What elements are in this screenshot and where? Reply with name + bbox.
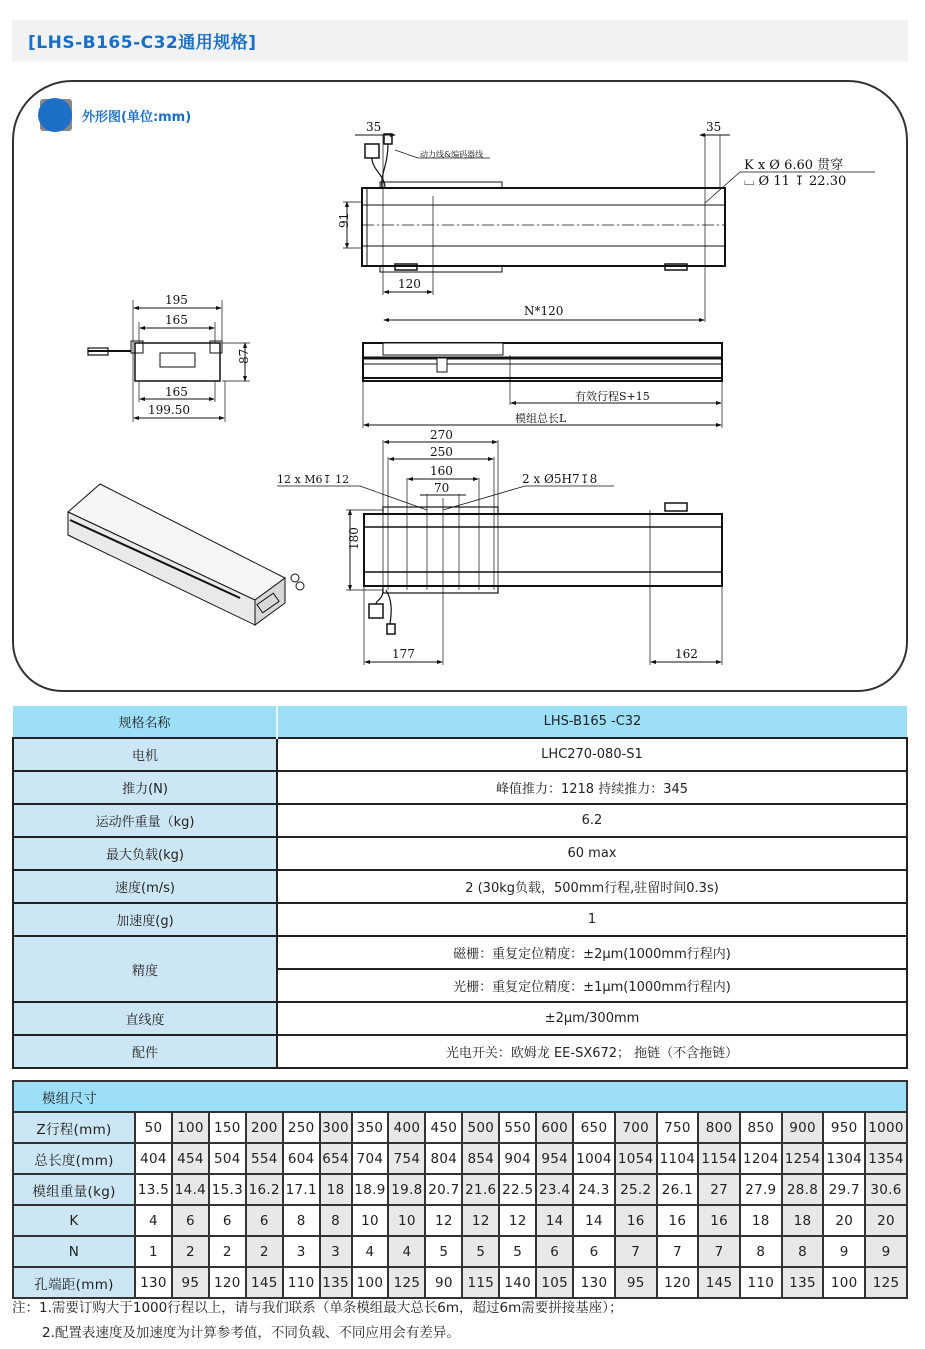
dimension-cell: 554: [246, 1143, 283, 1174]
spec-value: ±2μm/300mm: [277, 1002, 907, 1035]
dimension-cell: 2: [209, 1236, 246, 1267]
dimension-cell: 650: [573, 1112, 615, 1143]
spec-table: [12, 706, 908, 1069]
dimension-cell: 5: [425, 1236, 462, 1267]
dimension-cell: 350: [352, 1112, 389, 1143]
dimension-cell: 145: [246, 1267, 283, 1298]
spec-header-row: [13, 706, 907, 738]
dimension-cell: 1004: [573, 1143, 615, 1174]
dimension-row: [13, 1112, 907, 1143]
dimension-cell: 8: [782, 1236, 824, 1267]
dimension-cell: 7: [615, 1236, 657, 1267]
effective-stroke-label: 有效行程S+15: [575, 390, 650, 403]
dimension-cell: 20.7: [425, 1174, 462, 1205]
spec-label: 运动件重量（kg): [13, 804, 277, 837]
dimension-cell: 1104: [657, 1143, 699, 1174]
dimension-cell: 26.1: [657, 1174, 699, 1205]
dimension-cell: 135: [782, 1267, 824, 1298]
dimension-cell: 10: [388, 1205, 425, 1236]
dimension-cell: 5: [462, 1236, 499, 1267]
dimension-cell: 19.8: [388, 1174, 425, 1205]
spec-label: 精度: [13, 936, 277, 1002]
dimension-cell: 3: [283, 1236, 320, 1267]
dimension-cell: 12: [499, 1205, 536, 1236]
dimension-cell: 18: [740, 1205, 782, 1236]
dimension-cell: 250: [283, 1112, 320, 1143]
dimension-cell: 9: [865, 1236, 907, 1267]
spec-label: 最大负载(kg): [13, 837, 277, 870]
dimension-cell: 1154: [698, 1143, 740, 1174]
hole-note-2: ⌴ Ø 11 ↧ 22.30: [744, 174, 847, 189]
dim-250: 250: [430, 445, 453, 459]
dimension-cell: 23.4: [536, 1174, 573, 1205]
dimension-cell: 125: [865, 1267, 907, 1298]
dimension-row-label: 总长度(mm): [13, 1143, 135, 1174]
dimension-cell: 20: [823, 1205, 865, 1236]
dimension-cell: 904: [499, 1143, 536, 1174]
cable-label: 动力线&编码器线: [420, 150, 484, 159]
dim-top-right-35: 35: [706, 120, 722, 134]
dimension-cell: 120: [657, 1267, 699, 1298]
dimension-cell: 18: [320, 1174, 352, 1205]
dimension-cell: 145: [698, 1267, 740, 1298]
dimension-cell: 90: [425, 1267, 462, 1298]
dimension-cell: 24.3: [573, 1174, 615, 1205]
dimension-cell: 100: [823, 1267, 865, 1298]
spec-row: [13, 870, 907, 903]
dimension-row: [13, 1236, 907, 1267]
dim-91: 91: [337, 212, 351, 228]
dimension-cell: 900: [782, 1112, 824, 1143]
dimension-cell: 1354: [865, 1143, 907, 1174]
dimension-cell: 1304: [823, 1143, 865, 1174]
spec-value: 6.2: [277, 804, 907, 837]
dim-n120: N*120: [524, 304, 564, 318]
dimension-cell: 14.4: [172, 1174, 209, 1205]
dimension-cell: 300: [320, 1112, 352, 1143]
isometric-view: [68, 484, 304, 625]
dimension-cell: 14: [536, 1205, 573, 1236]
dimension-cell: 7: [657, 1236, 699, 1267]
dim-270: 270: [430, 428, 453, 442]
spec-value: 2 (30kg负载，500mm行程,驻留时间0.3s): [277, 870, 907, 903]
spec-value: 磁栅：重复定位精度：±2μm(1000mm行程内): [277, 936, 907, 969]
dimension-cell: 105: [536, 1267, 573, 1298]
dimension-cell: 600: [536, 1112, 573, 1143]
note-2: 2.配置表速度及加速度为计算参考值，不同负载、不同应用会有差异。: [42, 1325, 460, 1341]
spec-row: [13, 837, 907, 870]
dimension-cell: 8: [740, 1236, 782, 1267]
dimension-cell: 450: [425, 1112, 462, 1143]
spec-header-label: 规格名称: [13, 706, 277, 738]
dimension-cell: 27: [698, 1174, 740, 1205]
spec-value: LHC270-080-S1: [277, 738, 907, 771]
dimension-cell: 1: [135, 1236, 172, 1267]
dimension-header-row: [13, 1081, 907, 1112]
dimension-cell: 135: [320, 1267, 352, 1298]
dim-top-left-35: 35: [366, 120, 382, 134]
spec-label: 速度(m/s): [13, 870, 277, 903]
dimension-cell: 10: [352, 1205, 389, 1236]
dimension-cell: 12: [462, 1205, 499, 1236]
dimension-cell: 18: [782, 1205, 824, 1236]
dimension-cell: 5: [499, 1236, 536, 1267]
spec-row: [13, 738, 907, 771]
dimension-cell: 7: [698, 1236, 740, 1267]
spec-row: [13, 771, 907, 804]
spec-label: 配件: [13, 1035, 277, 1068]
dimension-cell: 140: [499, 1267, 536, 1298]
dimension-cell: 4: [135, 1205, 172, 1236]
dimension-cell: 16.2: [246, 1174, 283, 1205]
dimension-cell: 654: [320, 1143, 352, 1174]
dimension-cell: 754: [388, 1143, 425, 1174]
spec-row: [13, 1002, 907, 1035]
dimension-cell: 15.3: [209, 1174, 246, 1205]
dimension-cell: 950: [823, 1112, 865, 1143]
dimension-cell: 8: [283, 1205, 320, 1236]
dimension-cell: 4: [352, 1236, 389, 1267]
dimension-row-label: 模组重量(kg): [13, 1174, 135, 1205]
dim-180: 180: [347, 527, 361, 550]
dimension-cell: 110: [740, 1267, 782, 1298]
dim-87: 87: [237, 348, 251, 364]
dimension-cell: 130: [573, 1267, 615, 1298]
dimension-row: [13, 1174, 907, 1205]
dimension-cell: 954: [536, 1143, 573, 1174]
spec-value: 60 max: [277, 837, 907, 870]
dimension-cell: 704: [352, 1143, 389, 1174]
dimension-cell: 9: [823, 1236, 865, 1267]
notes: [12, 1296, 622, 1346]
spec-label: 推力(N): [13, 771, 277, 804]
spec-row: [13, 936, 907, 969]
dimension-cell: 100: [352, 1267, 389, 1298]
dimension-cell: 30.6: [865, 1174, 907, 1205]
dimension-row-label: N: [13, 1236, 135, 1267]
dimension-cell: 95: [615, 1267, 657, 1298]
dimension-cell: 454: [172, 1143, 209, 1174]
dimension-cell: 25.2: [615, 1174, 657, 1205]
spec-row: [13, 1035, 907, 1068]
dimension-cell: 150: [209, 1112, 246, 1143]
pin-note: 2 x Ø5H7↧8: [522, 472, 598, 486]
dimension-cell: 16: [698, 1205, 740, 1236]
dimension-cell: 4: [388, 1236, 425, 1267]
dimension-cell: 115: [462, 1267, 499, 1298]
spec-value: 光电开关：欧姆龙 EE-SX672； 拖链（不含拖链）: [277, 1035, 907, 1068]
dim-177: 177: [392, 647, 415, 661]
dim-160: 160: [430, 464, 453, 478]
dimension-cell: 17.1: [283, 1174, 320, 1205]
spec-value: 光栅：重复定位精度：±1μm(1000mm行程内): [277, 969, 907, 1002]
dimension-cell: 28.8: [782, 1174, 824, 1205]
spec-header-value: LHS-B165 -C32: [277, 706, 907, 738]
dimension-cell: 110: [283, 1267, 320, 1298]
dimension-cell: 6: [536, 1236, 573, 1267]
spec-row: [13, 903, 907, 936]
dimension-cell: 1000: [865, 1112, 907, 1143]
dim-199-50: 199.50: [148, 403, 190, 417]
spec-value: 峰值推力：1218 持续推力：345: [277, 771, 907, 804]
dimension-cell: 100: [172, 1112, 209, 1143]
dimension-row: [13, 1205, 907, 1236]
total-length-label: 模组总长L: [515, 412, 567, 425]
dimension-cell: 12: [425, 1205, 462, 1236]
dimension-cell: 404: [135, 1143, 172, 1174]
dimension-table-title: 模组尺寸: [13, 1081, 907, 1112]
dimension-cell: 3: [320, 1236, 352, 1267]
dimension-cell: 16: [657, 1205, 699, 1236]
dimension-cell: 750: [657, 1112, 699, 1143]
dimension-row-label: Z行程(mm): [13, 1112, 135, 1143]
dimension-cell: 1054: [615, 1143, 657, 1174]
dimension-cell: 1254: [782, 1143, 824, 1174]
dimension-cell: 604: [283, 1143, 320, 1174]
dimension-cell: 8: [320, 1205, 352, 1236]
spec-label: 电机: [13, 738, 277, 771]
spec-label: 直线度: [13, 1002, 277, 1035]
dimension-cell: 850: [740, 1112, 782, 1143]
hole-note-1: K x Ø 6.60 贯穿: [744, 158, 844, 173]
dimension-cell: 130: [135, 1267, 172, 1298]
dimension-cell: 6: [209, 1205, 246, 1236]
dimension-cell: 13.5: [135, 1174, 172, 1205]
dimension-row: [13, 1267, 907, 1298]
dimension-cell: 95: [172, 1267, 209, 1298]
dimension-cell: 6: [573, 1236, 615, 1267]
dim-195: 195: [165, 293, 188, 307]
dimension-cell: 21.6: [462, 1174, 499, 1205]
dimension-cell: 6: [172, 1205, 209, 1236]
dimension-row-label: K: [13, 1205, 135, 1236]
dimension-cell: 2: [172, 1236, 209, 1267]
dim-120: 120: [398, 277, 421, 291]
dimension-cell: 29.7: [823, 1174, 865, 1205]
dimension-cell: 550: [499, 1112, 536, 1143]
dimension-cell: 500: [462, 1112, 499, 1143]
spec-value: 1: [277, 903, 907, 936]
dimension-cell: 6: [246, 1205, 283, 1236]
dimension-cell: 50: [135, 1112, 172, 1143]
dimension-cell: 700: [615, 1112, 657, 1143]
spec-row: [13, 804, 907, 837]
dimension-cell: 120: [209, 1267, 246, 1298]
dimension-cell: 14: [573, 1205, 615, 1236]
dim-162: 162: [675, 647, 698, 661]
dim-70: 70: [434, 481, 450, 495]
dimension-cell: 804: [425, 1143, 462, 1174]
dimension-cell: 800: [698, 1112, 740, 1143]
dimension-cell: 200: [246, 1112, 283, 1143]
dimension-cell: 854: [462, 1143, 499, 1174]
spec-label: 加速度(g): [13, 903, 277, 936]
dim-165-top: 165: [165, 313, 188, 327]
dimension-cell: 18.9: [352, 1174, 389, 1205]
dimension-cell: 20: [865, 1205, 907, 1236]
note-1: 注：1.需要订购大于1000行程以上，请与我们联系（单条模组最大总长6m，超过6m需要拼接基座）；: [12, 1300, 623, 1316]
dimension-cell: 2: [246, 1236, 283, 1267]
dimension-table: [12, 1080, 908, 1299]
dimension-cell: 27.9: [740, 1174, 782, 1205]
dimension-row: [13, 1143, 907, 1174]
drawing-section-title: 外形图(单位:mm): [82, 109, 192, 125]
dimension-cell: 125: [388, 1267, 425, 1298]
dimension-row-label: 孔端距(mm): [13, 1267, 135, 1298]
screw-note: 12 x M6↧ 12: [277, 473, 350, 486]
dimension-cell: 16: [615, 1205, 657, 1236]
page-title: [LHS-B165-C32通用规格]: [28, 33, 257, 53]
dim-165-bottom: 165: [165, 385, 188, 399]
dimension-cell: 504: [209, 1143, 246, 1174]
dimension-cell: 1204: [740, 1143, 782, 1174]
dimension-cell: 400: [388, 1112, 425, 1143]
dimension-cell: 22.5: [499, 1174, 536, 1205]
